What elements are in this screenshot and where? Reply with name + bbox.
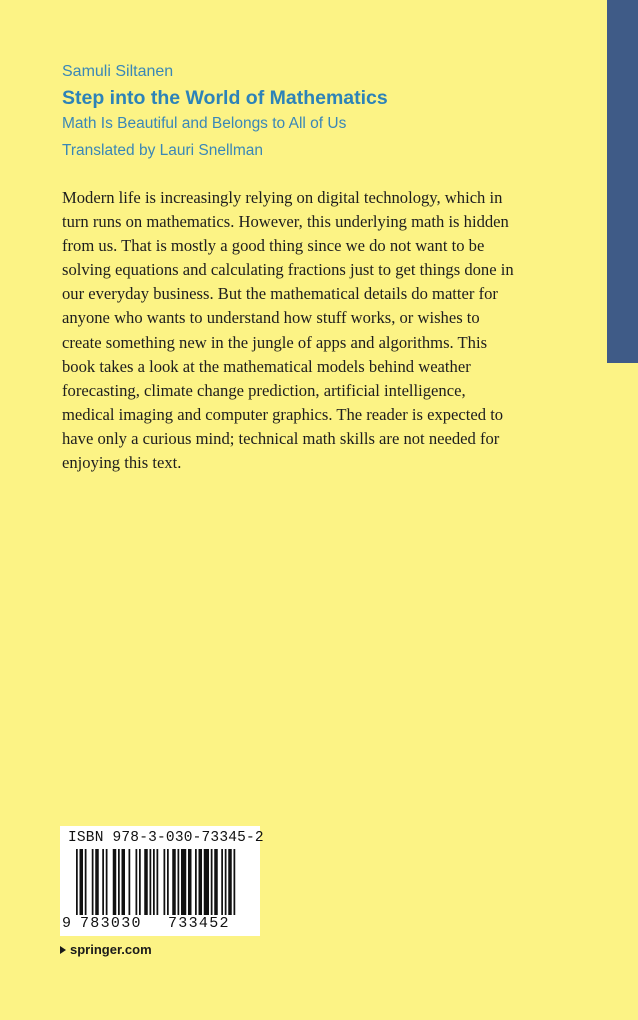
barcode-bar bbox=[144, 849, 148, 915]
barcode-bar bbox=[211, 849, 213, 915]
barcode-bar bbox=[139, 849, 141, 915]
barcode-bar bbox=[199, 849, 203, 915]
author-name: Samuli Siltanen bbox=[62, 63, 174, 80]
barcode-bar bbox=[129, 849, 131, 915]
barcode-bar bbox=[113, 849, 117, 915]
barcode-bars bbox=[70, 849, 250, 915]
book-description: Modern life is increasingly relying on digital technology, which in turn runs on mathematics. However, this underlying math is hidden from us. That is mostly a good thing since we do not want to be solving equations and calculating fractions just to get things done in our everyday business. But the mathematical details do matter for anyone who wants to understand how stuff works, or wishes to create something new in the jungle of apps and algorithms. This book takes a look at the mathematical models behind weather forecasting, climate change prediction, artificial intelligence, medical imaging and computer graphics. The reader is expected to have only a curious mind; technical math skills are not needed for enjoying this text. bbox=[62, 188, 514, 473]
barcode-bar bbox=[80, 849, 84, 915]
barcode-bar bbox=[181, 849, 186, 915]
publisher-website[interactable] bbox=[60, 942, 152, 957]
barcode-bar bbox=[164, 849, 166, 915]
barcode-digits-left: 783030 bbox=[80, 915, 142, 932]
barcode-digits-right: 733452 bbox=[168, 915, 230, 932]
barcode-bar bbox=[76, 849, 78, 915]
isbn-label: ISBN 978-3-030-73345-2 bbox=[68, 830, 264, 846]
barcode-bar bbox=[122, 849, 126, 915]
barcode-bar bbox=[221, 849, 223, 915]
barcode-bar bbox=[118, 849, 120, 915]
barcode-bar bbox=[136, 849, 138, 915]
isbn-barcode bbox=[60, 826, 264, 936]
barcode-bar bbox=[85, 849, 87, 915]
barcode-bar bbox=[150, 849, 152, 915]
side-color-band bbox=[607, 0, 638, 363]
barcode-bar bbox=[106, 849, 108, 915]
book-title: Step into the World of Mathematics bbox=[62, 87, 388, 109]
barcode-bar bbox=[157, 849, 159, 915]
barcode-bar bbox=[167, 849, 169, 915]
barcode-bar bbox=[214, 849, 218, 915]
book-subtitle: Math Is Beautiful and Belongs to All of Us bbox=[62, 115, 347, 132]
barcode-bar bbox=[153, 849, 155, 915]
translator-credit: Translated by Lauri Snellman bbox=[62, 142, 264, 159]
barcode-bar bbox=[204, 849, 209, 915]
barcode-bar bbox=[172, 849, 176, 915]
barcode-bar bbox=[225, 849, 227, 915]
barcode-bar bbox=[234, 849, 236, 915]
arrow-right-icon bbox=[60, 946, 66, 954]
barcode-digit-first: 9 bbox=[62, 915, 72, 932]
book-header bbox=[62, 62, 522, 161]
barcode-bar bbox=[102, 849, 104, 915]
barcode-bar bbox=[178, 849, 180, 915]
barcode-bar bbox=[195, 849, 197, 915]
barcode-bar bbox=[188, 849, 192, 915]
barcode-bar bbox=[95, 849, 99, 915]
barcode-bar bbox=[228, 849, 232, 915]
website-label: springer.com bbox=[70, 942, 152, 957]
barcode-bar bbox=[92, 849, 94, 915]
